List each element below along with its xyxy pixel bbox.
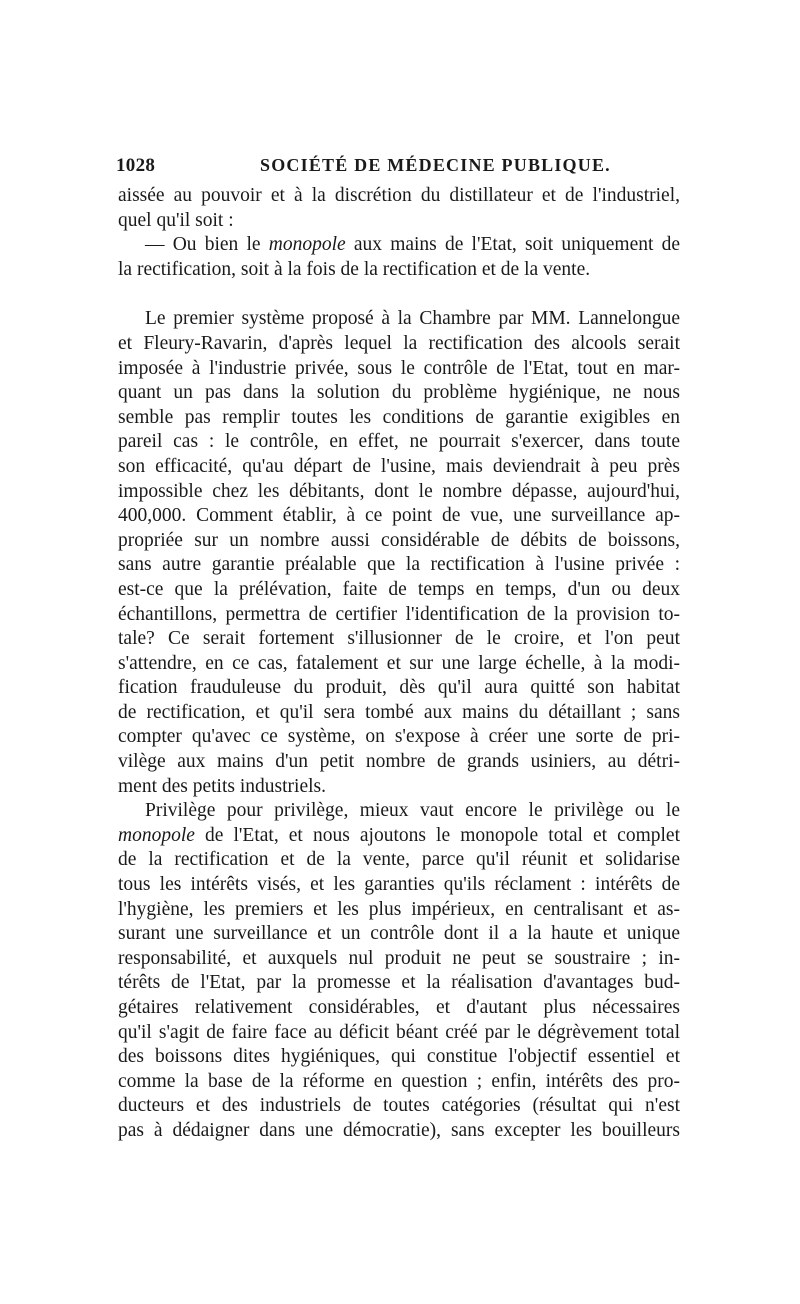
text-line: pas à dédaigner dans une démocratie), sans excepter les bouilleurs [118,1119,680,1141]
page-number: 1028 [116,155,156,176]
text-line: son efficacité, qu'au départ de l'usine, mais deviendrait à peu près [118,455,680,477]
text-line: ment des petits industriels. [118,775,326,797]
text-line: l'hygiène, les premiers et les plus impérieux, en centralisant et as- [118,898,680,920]
text-line: tale? Ce serait fortement s'illusionner de le croire, et l'on peut [118,628,680,650]
text-line: de la rectification et de la vente, parce qu'il réunit et solidarise [118,849,680,871]
italic-word: monopole [118,824,195,846]
body-text [118,184,680,1144]
text-line: responsabilité, et auxquels nul produit ne peut se soustraire ; in- [118,947,680,969]
text-line: imposée à l'industrie privée, sous le contrôle de l'Etat, tout en mar- [118,357,680,379]
text-line: s'attendre, en ce cas, fatalement et sur une large échelle, à la modi- [118,652,680,674]
text-line: pareil cas : le contrôle, en effet, ne pourrait s'exercer, dans toute [118,431,680,453]
text-line: impossible chez les débitants, dont le nombre dépasse, aujourd'hui, [118,480,680,502]
text-line: ducteurs et des industriels de toutes catégories (résultat qui n'est [118,1095,680,1117]
running-title: SOCIÉTÉ DE MÉDECINE PUBLIQUE. [260,155,611,175]
text-line: tous les intérêts visés, et les garanties qu'ils réclament : intérêts de [118,874,680,896]
paragraph-gap [118,282,680,307]
text-line: aissée au pouvoir et à la discrétion du distillateur et de l'industriel, [118,185,680,206]
text-line: gétaires relativement considérables, et d'autant plus nécessaires [118,997,680,1018]
text-line: vilège aux mains d'un petit nombre de grands usiniers, au détri- [118,751,680,773]
text-line: sans autre garantie préalable que la rectification à l'usine privée : [118,554,680,576]
text-line: propriée sur un nombre aussi considérable de débits de boissons, [118,529,680,551]
text-line: et Fleury-Ravarin, d'après lequel la rectification des alcools serait [118,332,680,354]
text-line: Privilège pour privilège, mieux vaut encore le privilège ou le [145,800,680,822]
text-line: — Ou bien le monopole aux mains de l'Etat, soit uniquement de [145,234,680,256]
text-line: comme la base de la réforme en question ; enfin, intérêts des pro- [118,1070,680,1092]
text-line: Le premier système proposé à la Chambre par MM. Lannelongue [145,308,680,330]
text-line: fication frauduleuse du produit, dès qu'il aura quitté son habitat [118,677,680,699]
text-line: quant un pas dans la solution du problème hygiénique, ne nous [118,382,680,404]
text-line: quel qu'il soit : [118,209,234,231]
text-line: semble pas remplir toutes les conditions de garantie exigibles en [118,406,680,428]
text-line: monopole de l'Etat, et nous ajoutons le monopole total et complet [118,824,680,846]
text-line: qu'il s'agit de faire face au déficit béant créé par le dégrèvement total [118,1021,680,1043]
text-line: de rectification, et qu'il sera tombé aux mains du détaillant ; sans [118,701,680,723]
text-line: la rectification, soit à la fois de la rectification et de la vente. [118,258,591,280]
text-line: surant une surveillance et un contrôle dont il a la haute et unique [118,923,680,945]
page-header [116,155,676,181]
italic-word: monopole [268,234,346,256]
text-line: térêts de l'Etat, par la promesse et la réalisation d'avantages bud- [118,972,680,994]
text-line: compter qu'avec ce système, on s'expose à créer une sorte de pri- [118,726,680,748]
text-line: est-ce que la prélévation, faite de temps en temps, d'un ou deux [118,578,680,600]
text-line: échantillons, permettra de certifier l'identification de la provision to- [118,603,680,625]
text-line: des boissons dites hygiéniques, qui constitue l'objectif essentiel et [118,1046,680,1068]
text-line: 400,000. Comment établir, à ce point de vue, une surveillance ap- [118,505,680,527]
